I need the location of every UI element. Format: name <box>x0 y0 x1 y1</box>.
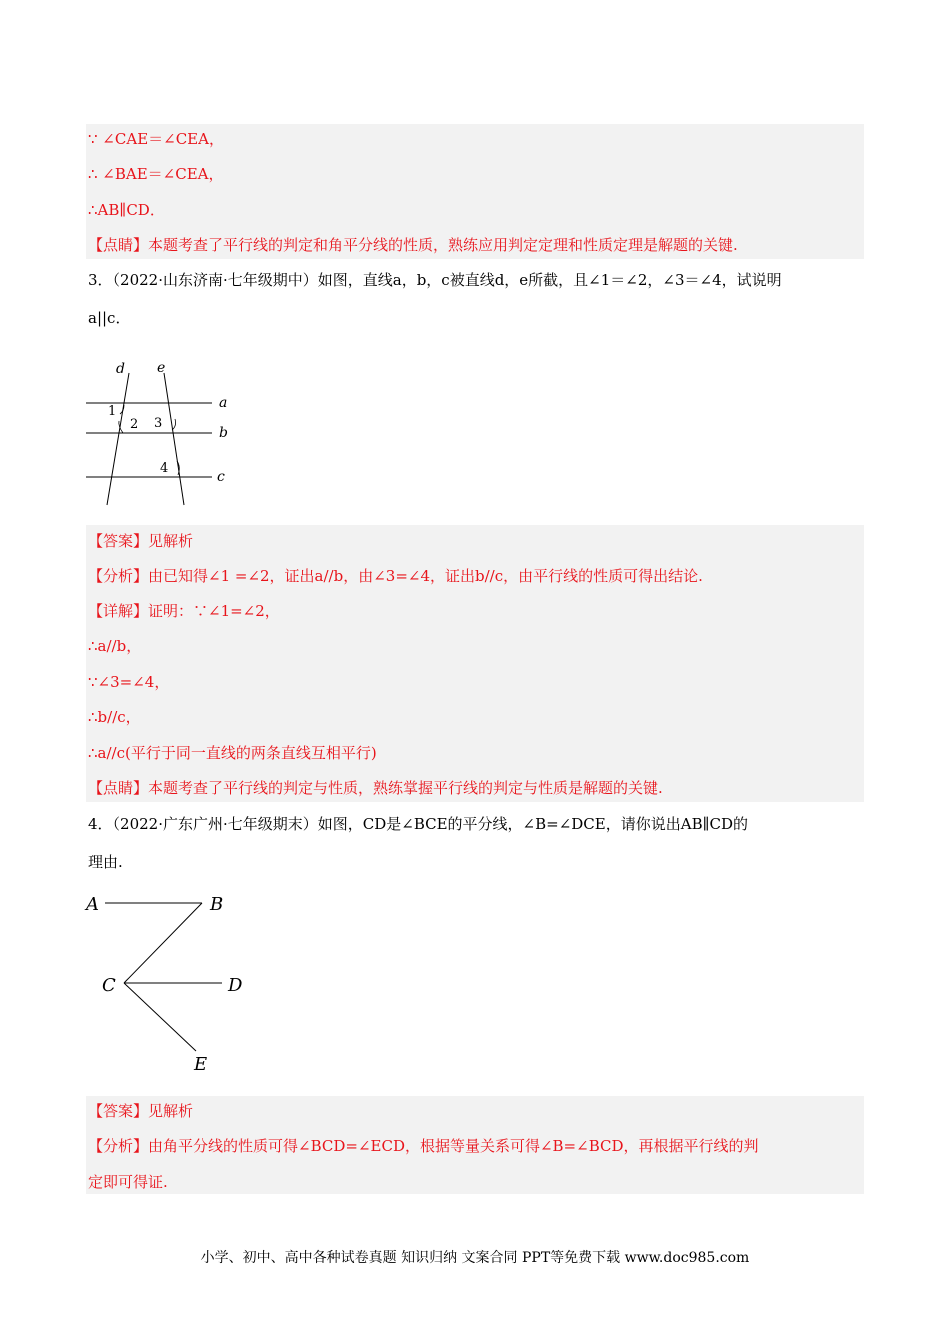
label-C: C <box>102 975 116 996</box>
solution-line: 【分析】由角平分线的性质可得∠BCD=∠ECD，根据等量关系可得∠B=∠BCD，再根据平行线的判 <box>88 1137 759 1155</box>
page-footer: 小学、初中、高中各种试卷真题 知识归纳 文案合同 PPT等免费下载 www.doc985.com <box>200 1250 750 1266</box>
label-4: 4 <box>160 461 169 476</box>
label-1: 1 <box>108 404 117 419</box>
solution-line: ∴AB∥CD． <box>88 201 165 219</box>
question-3-text-cont: a||c． <box>88 309 131 327</box>
label-b: b <box>219 425 228 441</box>
figure-angle-bisector <box>80 885 260 1080</box>
label-B: B <box>210 894 224 915</box>
label-E: E <box>194 1054 208 1075</box>
label-A: A <box>86 894 99 915</box>
figure-parallel-lines <box>80 355 240 515</box>
label-d: d <box>116 361 125 377</box>
solution-line: ∴a//b， <box>88 637 142 655</box>
solution-line: 【答案】见解析 <box>88 1102 194 1120</box>
label-a: a <box>219 395 228 411</box>
question-4-text-cont: 理由. <box>88 853 123 871</box>
solution-line: ∵ ∠CAE＝∠CEA， <box>88 130 224 148</box>
question-3-text: 3．（2022·山东济南·七年级期中）如图，直线a，b，c被直线d，e所截，且∠1＝∠2，∠3＝∠4，试说明 <box>88 271 782 289</box>
solution-line: 【点睛】本题考查了平行线的判定和角平分线的性质，熟练应用判定定理和性质定理是解题的关键. <box>88 236 738 254</box>
solution-line: 【分析】由已知得∠1 =∠2，证出a//b，由∠3=∠4，证出b//c，由平行线的性质可得出结论. <box>88 567 703 585</box>
question-4-text: 4．（2022·广东广州·七年级期末）如图，CD是∠BCE的平分线，∠B=∠DCE，请你说出AB∥CD的 <box>88 815 749 833</box>
solution-line: 定即可得证. <box>88 1173 168 1191</box>
solution-line: ∴ ∠BAE＝∠CEA， <box>88 165 224 183</box>
label-D: D <box>228 975 243 996</box>
label-c: c <box>217 469 225 485</box>
solution-line: 【点睛】本题考查了平行线的判定与性质，熟练掌握平行线的判定与性质是解题的关键. <box>88 779 663 797</box>
solution-line: 【详解】证明：∵∠1=∠2， <box>88 602 280 620</box>
solution-line: 【答案】见解析 <box>88 532 194 550</box>
solution-line: ∵∠3=∠4， <box>88 673 170 691</box>
solution-line: ∴a//c(平行于同一直线的两条直线互相平行) <box>88 744 377 762</box>
label-e: e <box>157 360 166 376</box>
label-3: 3 <box>154 416 163 431</box>
solution-line: ∴b//c， <box>88 708 141 726</box>
label-2: 2 <box>130 417 139 432</box>
